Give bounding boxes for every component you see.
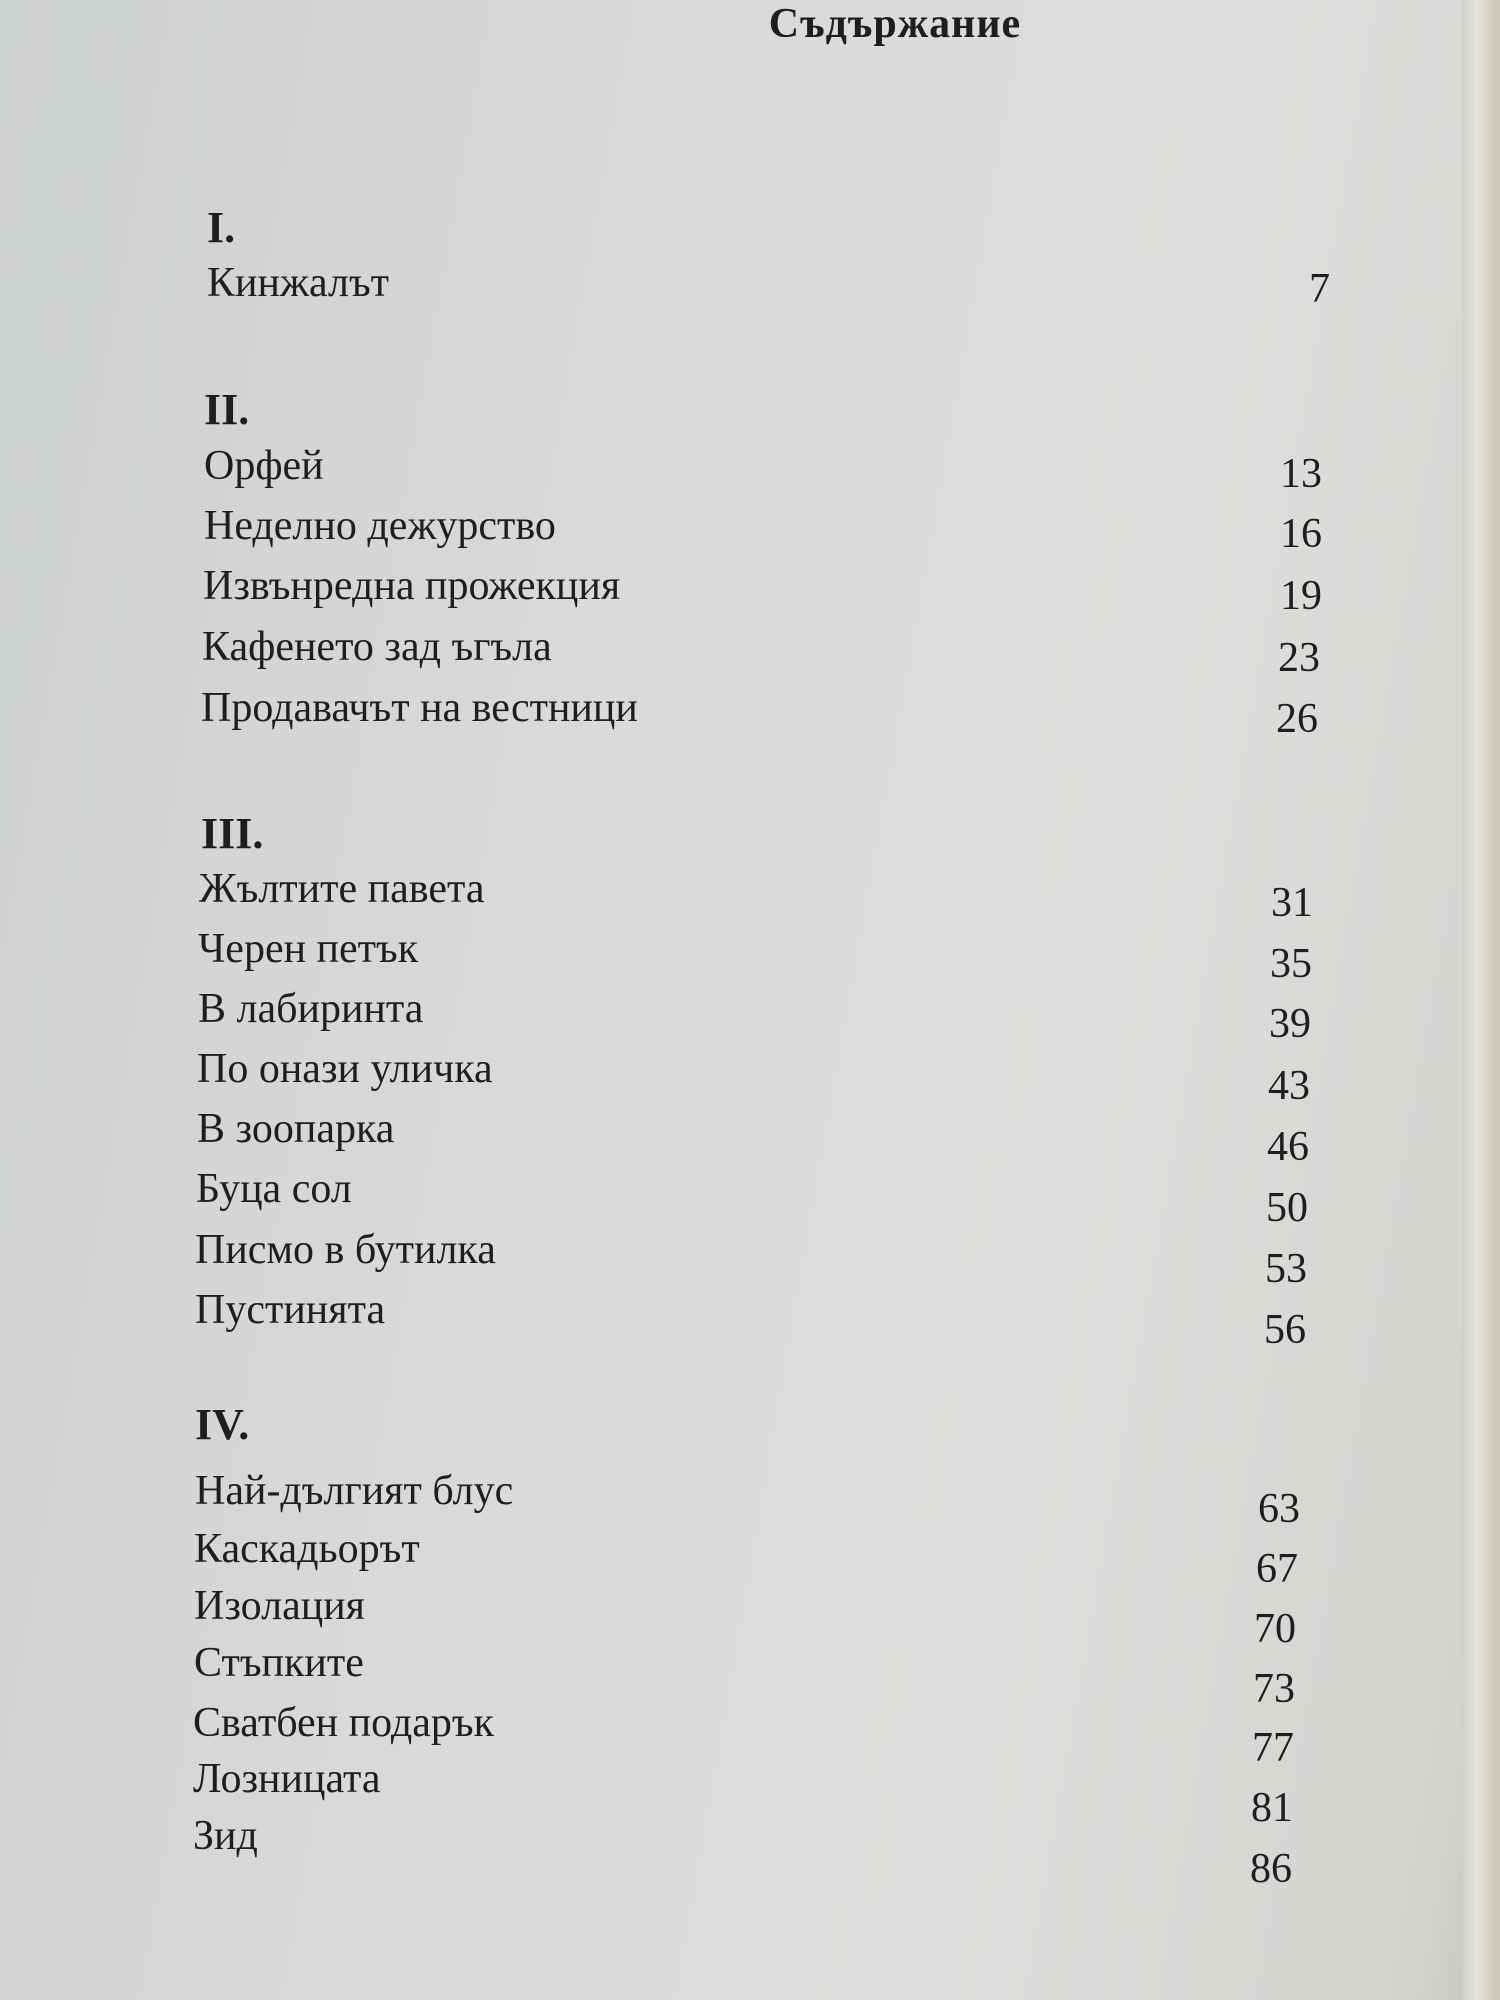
toc-entry-page: 67 [1256,1546,1298,1592]
toc-entry-page: 39 [1269,1001,1311,1047]
toc-entry-title: Буца сол [196,1166,352,1212]
toc-entry-page: 26 [1276,696,1318,742]
toc-entry-title: Извънредна прожекция [203,563,621,609]
toc-entry-page: 13 [1280,451,1322,497]
toc-entry-title: Сватбен подарък [193,1700,495,1746]
section-heading: IV. [195,1400,250,1449]
toc-entry-page: 19 [1280,573,1322,619]
toc-entry-page: 81 [1251,1785,1293,1831]
toc-entry-title: Пустинята [195,1287,386,1333]
page-title: Съдържание [768,1,1022,47]
toc-entry-page: 73 [1253,1666,1295,1712]
section-heading: III. [201,809,264,858]
toc-entry-page: 31 [1271,880,1313,926]
toc-entry-title: Каскадьорът [194,1526,420,1572]
toc-entry-page: 7 [1309,266,1330,312]
toc-entry-page: 86 [1250,1846,1292,1892]
toc-entry-title: Жълтите павета [199,866,485,912]
toc-entry-title: Зид [193,1813,258,1859]
toc-entry-page: 46 [1267,1124,1309,1170]
toc-entry-page: 43 [1268,1063,1310,1109]
toc-entry-title: По онази уличка [197,1046,493,1092]
toc-entry-title: Стъпките [194,1640,364,1686]
toc-entry-title: В зоопарка [197,1106,395,1152]
toc-entry-title: Изолация [194,1583,365,1629]
section-heading: I. [207,203,236,252]
toc-entry-title: В лабиринта [198,986,424,1032]
toc-entry-page: 23 [1278,635,1320,681]
toc-entry-page: 50 [1266,1185,1308,1231]
toc-entry-page: 53 [1265,1246,1307,1292]
toc-entry-title: Най-дългият блус [195,1468,514,1514]
toc-entry-title: Неделно дежурство [204,503,556,549]
toc-entry-page: 63 [1258,1486,1300,1532]
toc-entry-title: Черен петък [198,926,419,972]
toc-entry-page: 70 [1254,1606,1296,1652]
toc-entry-title: Кинжалът [207,260,390,306]
toc-entry-page: 35 [1270,941,1312,987]
toc-entry-title: Писмо в бутилка [195,1227,496,1273]
section-heading: II. [204,385,250,434]
toc-entry-page: 77 [1252,1725,1294,1771]
toc-entry-title: Продавачът на вестници [201,685,638,731]
toc-entry-page: 56 [1264,1307,1306,1353]
toc-entry-title: Кафенето зад ъгъла [202,624,552,670]
toc-entry-page: 16 [1280,511,1322,557]
toc-entry-title: Орфей [204,443,324,489]
toc-entry-title: Лозницата [193,1756,381,1802]
